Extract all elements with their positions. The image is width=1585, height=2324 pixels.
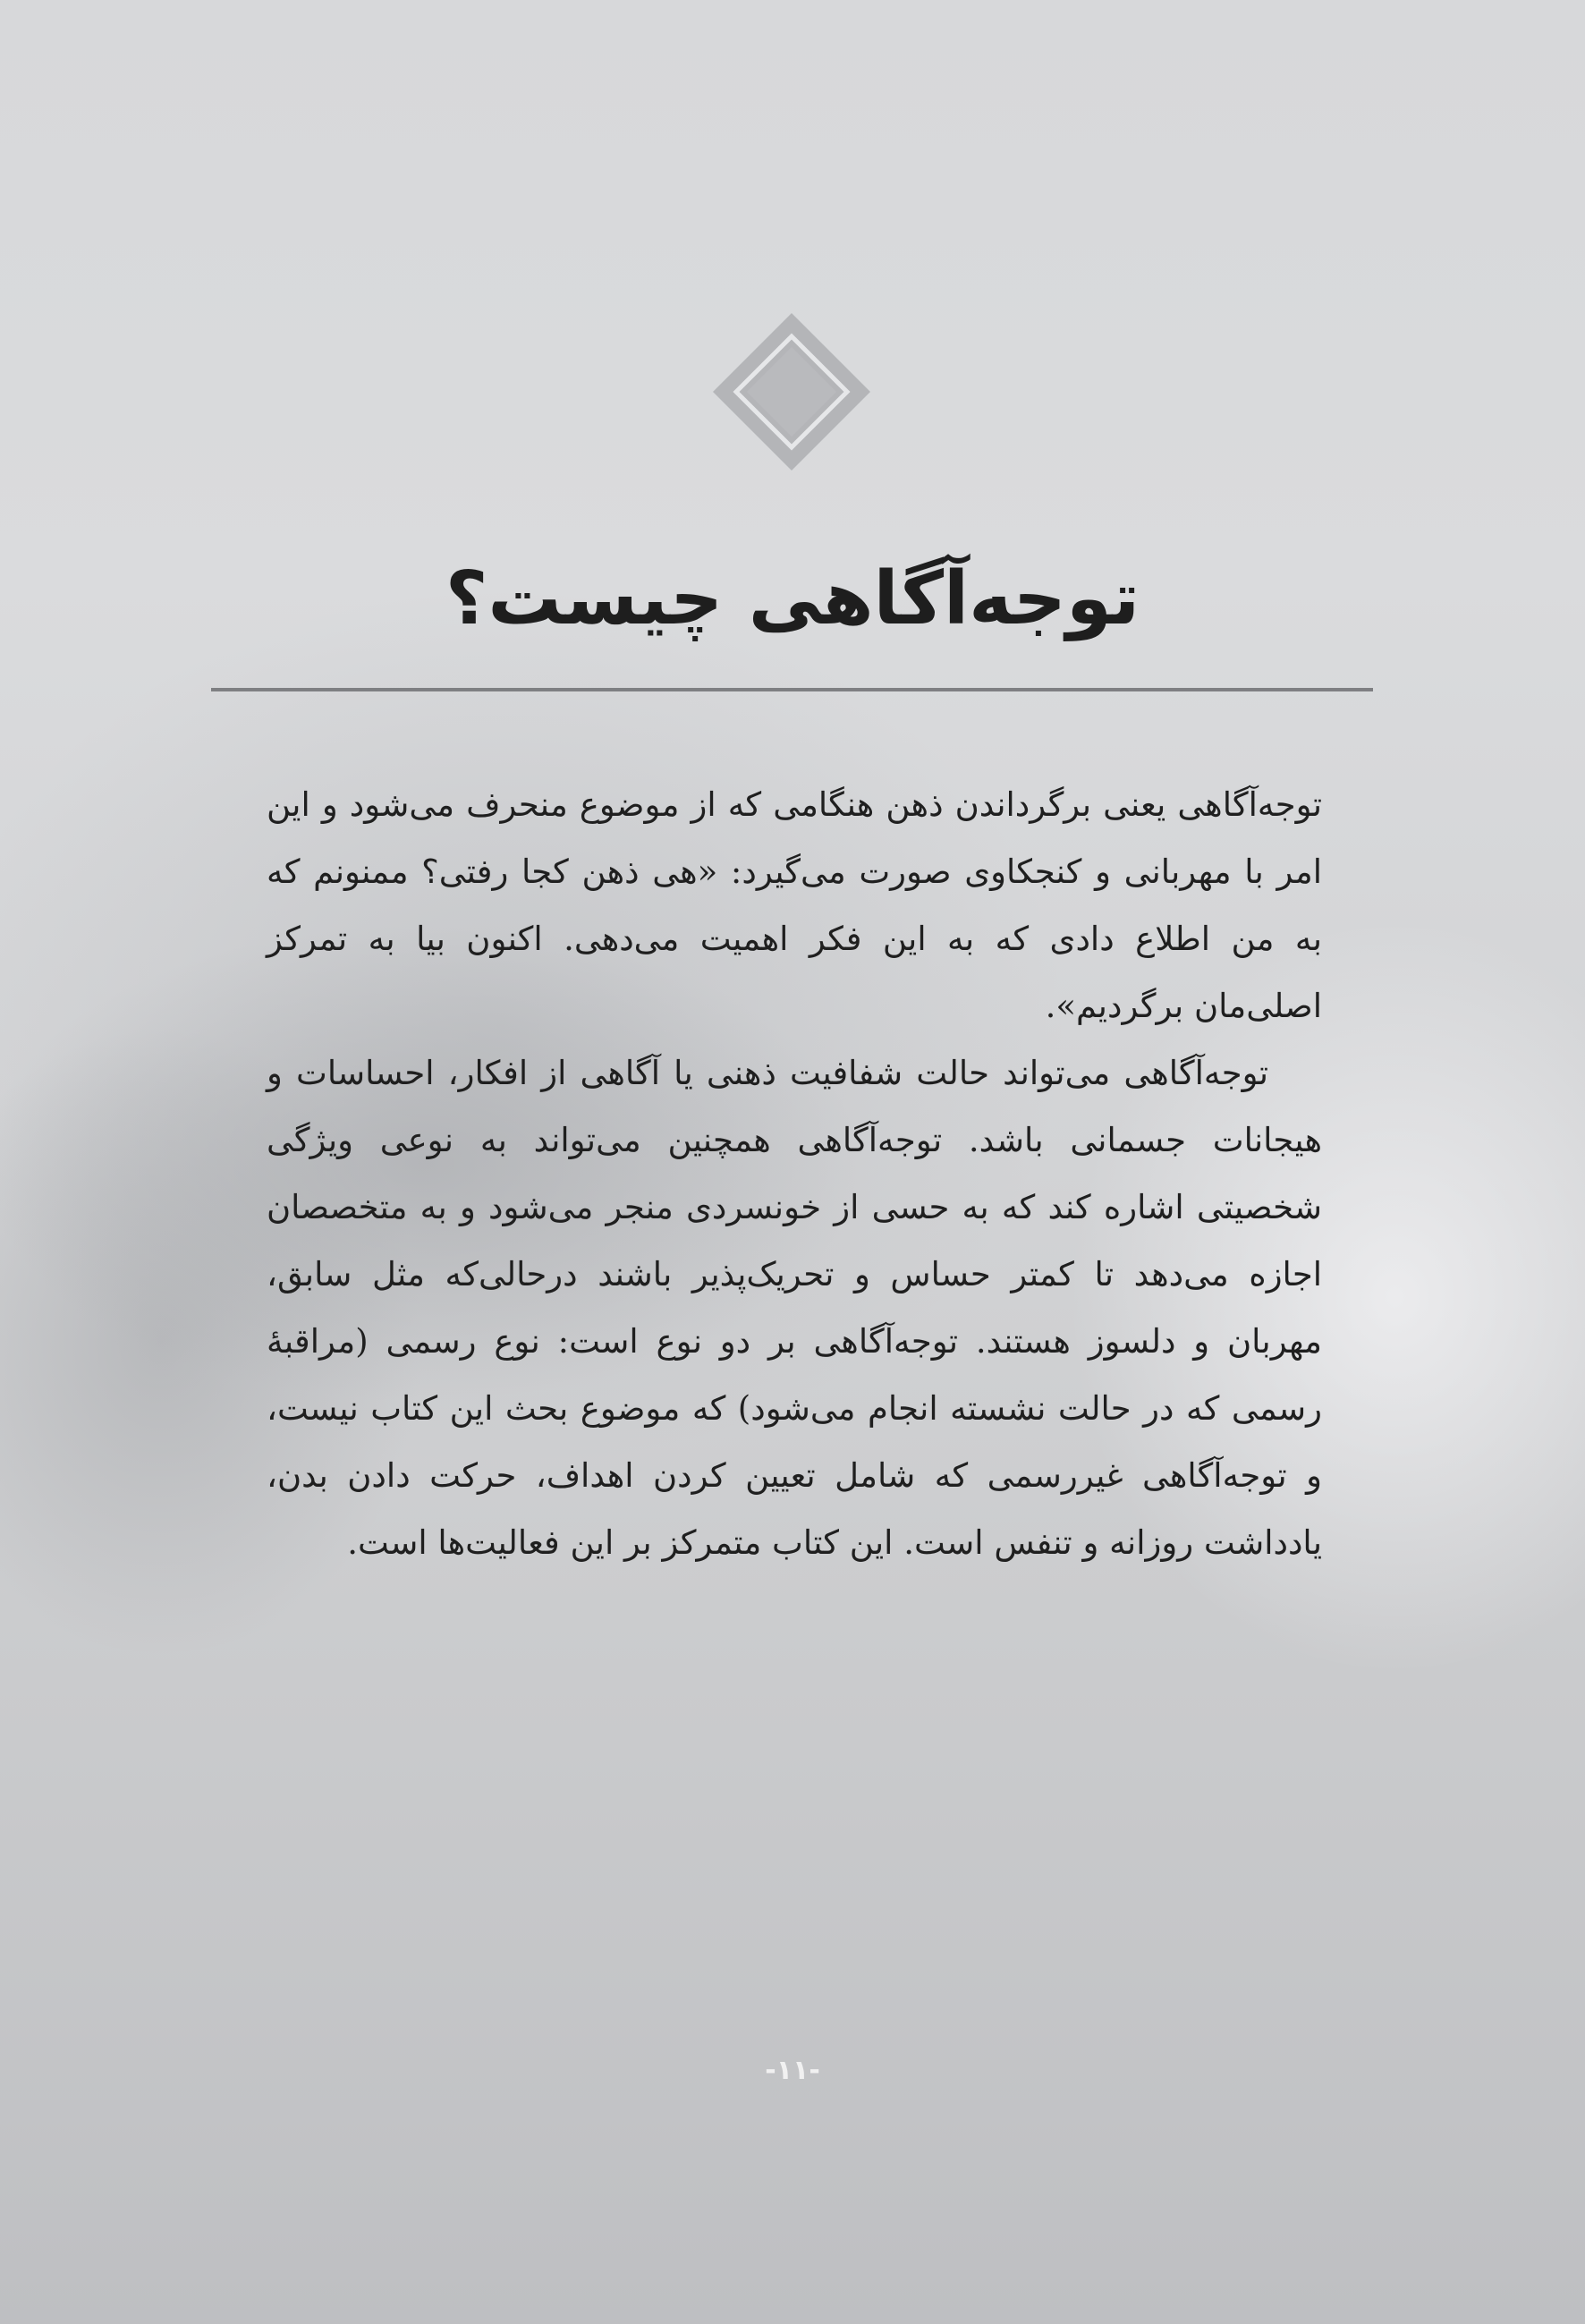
page-title: توجه‌آگاهی چیست؟ — [445, 556, 1140, 641]
page-number: -۱۱- — [765, 2055, 820, 2086]
paragraph-1: توجه‌آگاهی یعنی برگرداندن ذهن هنگامی که از موضوع منحرف می‌شود و این امر با مهربانی و کنجکاوی صورت می‌گیرد: «هی ذهن کجا رفتی؟ ممنونم که به من اطلاع دادی که به این فکر اهمیت می‌دهی. اکنون بیا به تمرکز اصلی‌مان برگردیم». — [267, 785, 1322, 1025]
title-divider — [211, 688, 1373, 691]
paragraph-2: توجه‌آگاهی می‌تواند حالت شفافیت ذهنی یا آگاهی از افکار، احساسات و هیجانات جسمانی باشد. توجه‌آگاهی همچنین می‌تواند به نوعی ویژگی شخصیتی اشاره کند که به حسی از خونسردی منجر می‌شود و به متخصصان اجازه می‌دهد تا کمتر حساس و تحریک‌پذیر باشند درحالی‌که مثل سابق، مهربان و دلسوز هستند. توجه‌آگاهی بر دو نوع است: نوع رسمی (مراقبهٔ رسمی که در حالت نشسته انجام می‌شود) که موضوع بحث این کتاب نیست، و توجه‌آگاهی غیررسمی که شامل تعیین کردن اهداف، حرکت دادن بدن، یادداشت روزانه و تنفس است. این کتاب متمرکز بر این فعالیت‌ها است. — [267, 1054, 1322, 1562]
diamond-ornament-icon — [711, 311, 872, 472]
body-text — [267, 771, 1322, 1576]
